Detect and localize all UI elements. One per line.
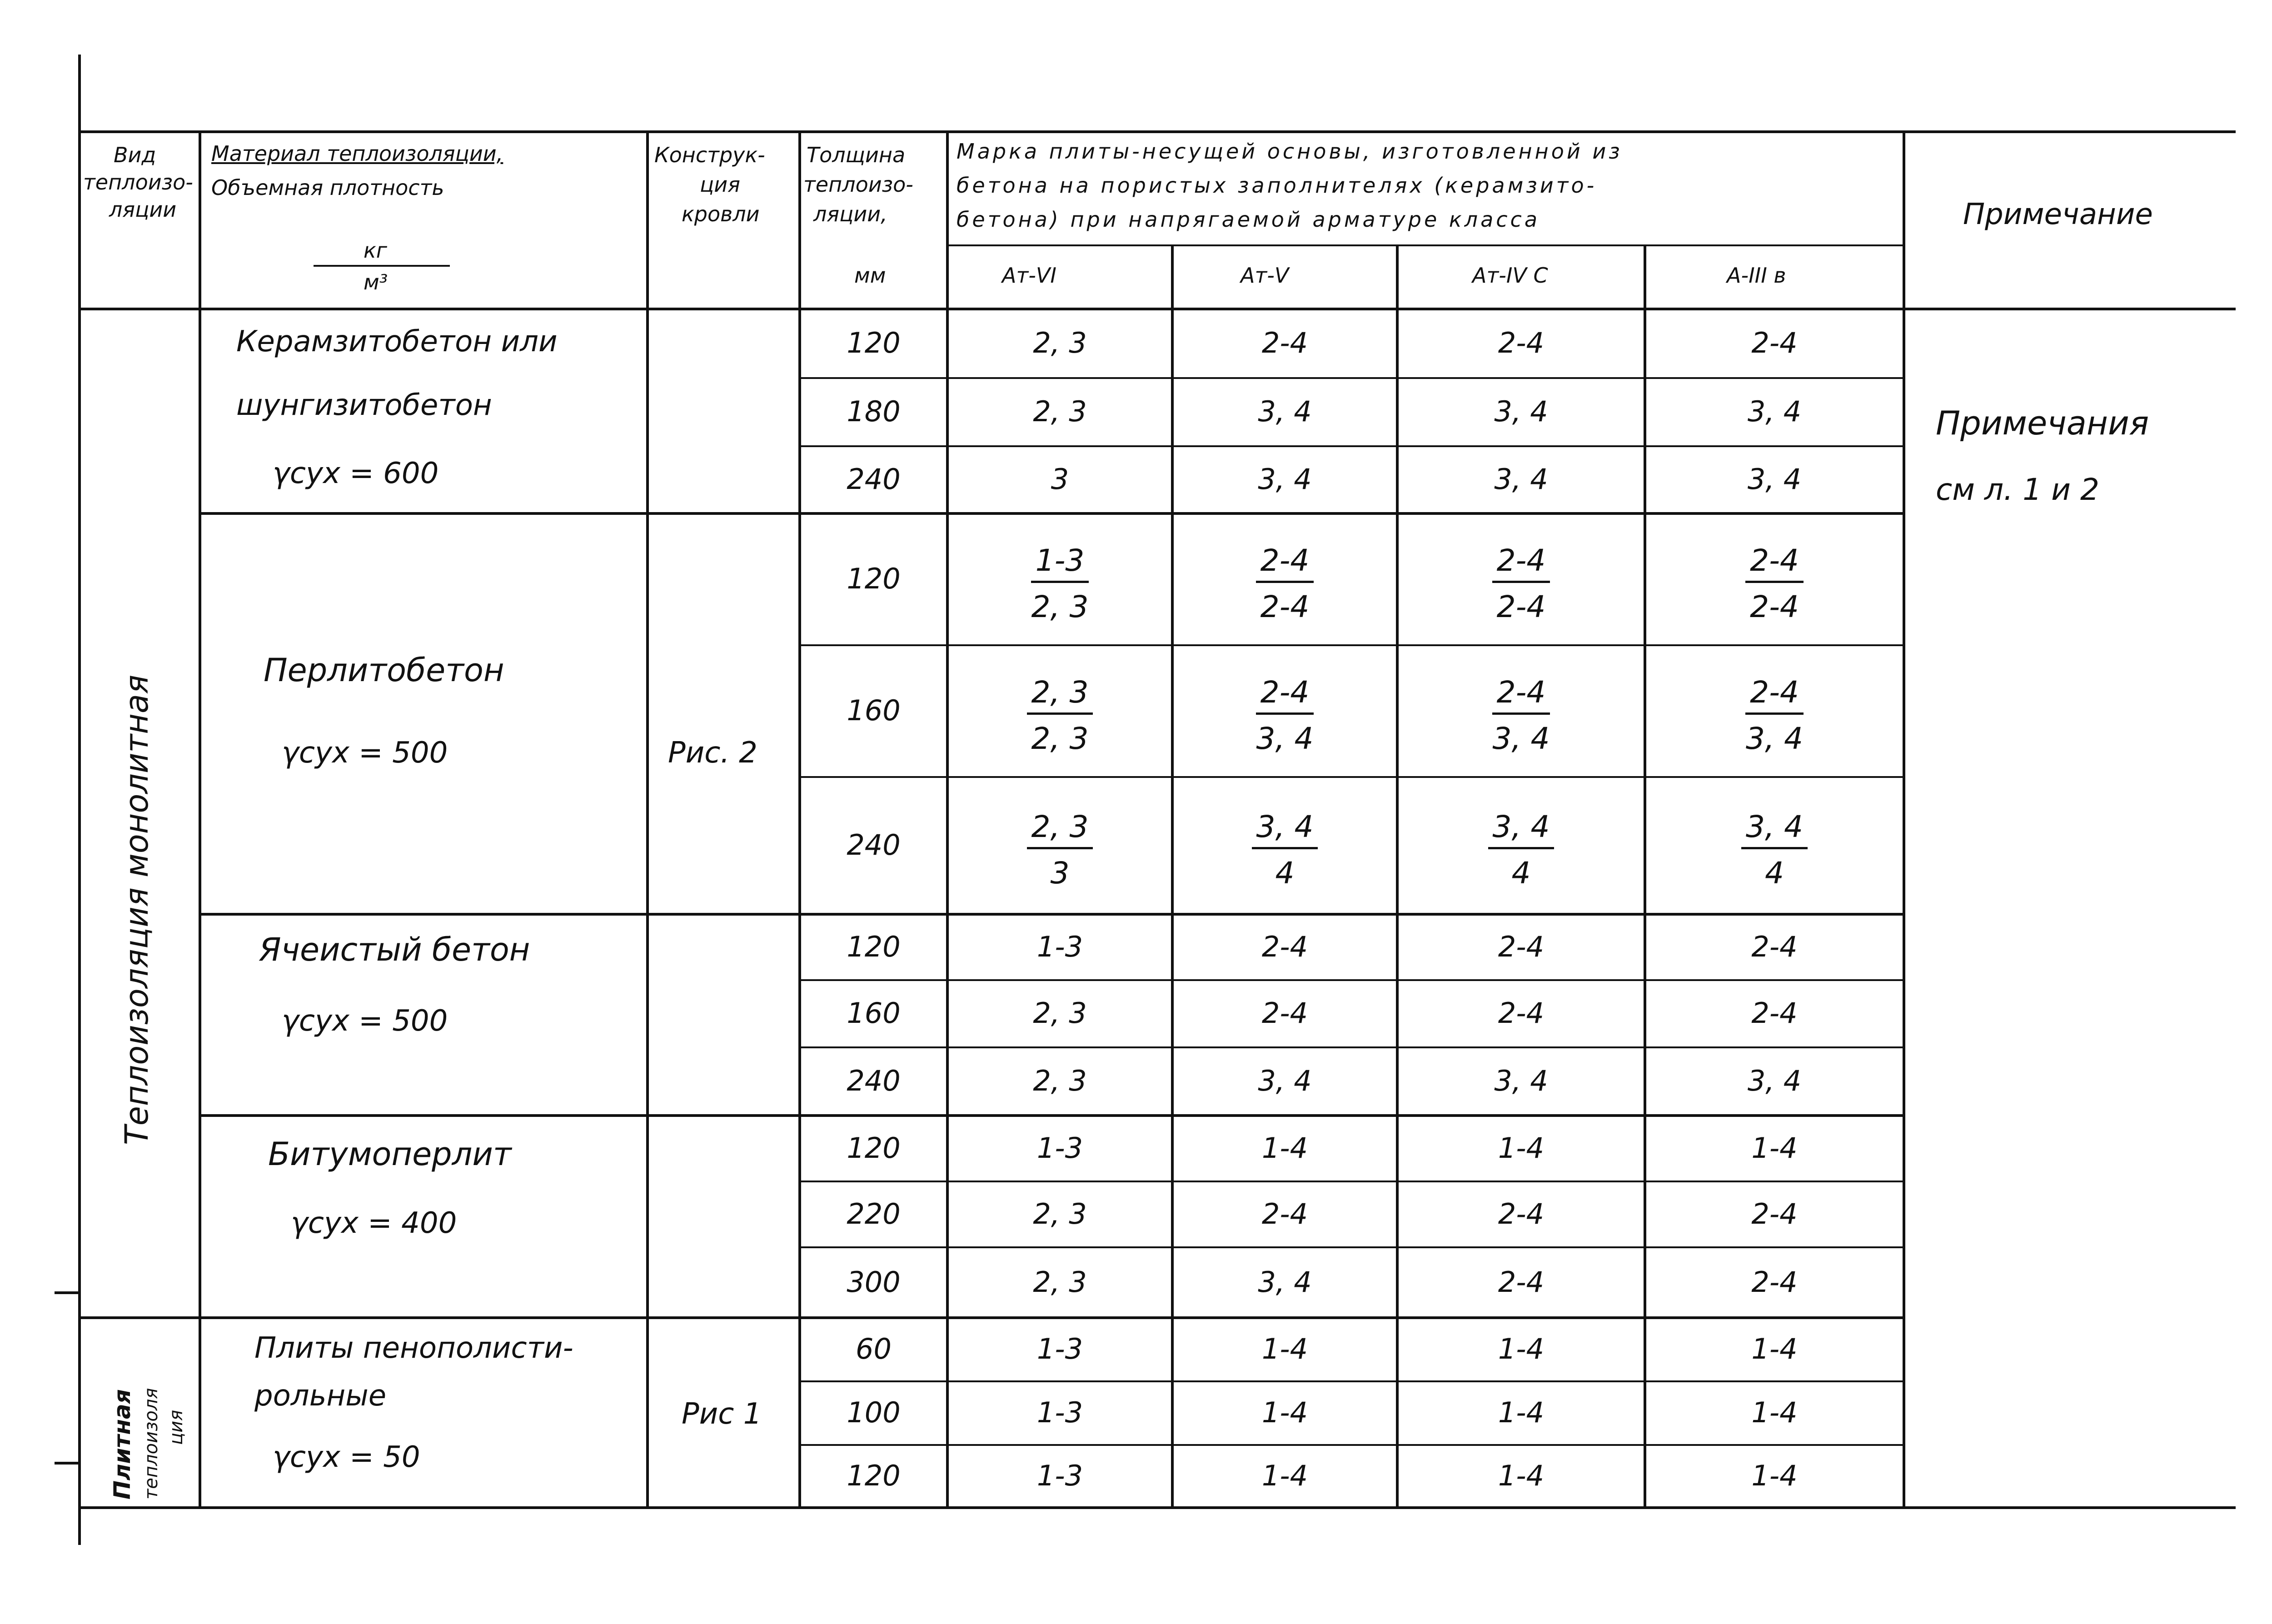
value-fraction-cell: [1720, 543, 1829, 624]
value-cell: 3, 4: [1747, 1064, 1802, 1097]
header-class-4: А-III в: [1727, 263, 1786, 288]
thickness-cell: 120: [847, 1131, 901, 1165]
value-fraction-cell: [1720, 675, 1829, 756]
note-text-line2: см л. 1 и 2: [1936, 472, 2100, 507]
value-cell: 3, 4: [1258, 395, 1312, 428]
thickness-cell: 240: [847, 1064, 901, 1097]
header-mark-line2: бетона на пористых заполнителях (керамзито-: [957, 173, 1597, 198]
fraction-denominator: 2-4: [1496, 589, 1546, 624]
material-1-line1: Керамзитобетон или: [236, 325, 558, 359]
value-cell: 1-3: [1036, 1131, 1083, 1165]
thickness-cell: 120: [847, 1459, 901, 1492]
thickness-cell: 120: [847, 930, 901, 963]
fraction-numerator: 3, 4: [1741, 809, 1808, 849]
value-cell: 3, 4: [1747, 395, 1802, 428]
value-cell: 2-4: [1498, 1265, 1545, 1299]
value-cell: 1-3: [1036, 1459, 1083, 1492]
fraction-numerator: 2, 3: [1027, 675, 1093, 715]
fraction-numerator: 3, 4: [1488, 809, 1555, 849]
material-5-density: γсух = 50: [273, 1440, 420, 1474]
material-3-density: γсух = 500: [282, 1004, 448, 1038]
fraction-denominator: 3: [1050, 856, 1070, 891]
fraction-numerator: 1-3: [1031, 543, 1089, 583]
material-2-density: γсух = 500: [282, 736, 448, 770]
header-material: Материал теплоизоляции,: [211, 141, 503, 166]
thickness-cell: 120: [847, 326, 901, 359]
fraction-numerator: 2-4: [1256, 543, 1314, 583]
fraction-denominator: 4: [1765, 856, 1784, 891]
value-cell: 1-4: [1498, 1131, 1545, 1165]
group-plate-label-line3: ция: [166, 1410, 187, 1445]
fraction-denominator: 3, 4: [1746, 721, 1803, 756]
header-thickness-unit: мм: [854, 263, 886, 288]
value-cell: 2, 3: [1033, 395, 1087, 428]
fraction-numerator: 2-4: [1492, 675, 1550, 715]
value-cell: 1-4: [1498, 1332, 1545, 1365]
header-construction-line2: ция: [700, 172, 740, 197]
thickness-cell: 160: [847, 694, 901, 727]
fraction-denominator: 2-4: [1750, 589, 1799, 624]
value-cell: 2-4: [1751, 996, 1798, 1030]
material-5-line1: Плиты пенополисти-: [254, 1331, 573, 1365]
material-1-line2: шунгизитобетон: [236, 389, 492, 422]
value-cell: 3, 4: [1258, 1064, 1312, 1097]
value-fraction-cell: [1720, 809, 1829, 891]
roof-fig2: Рис. 2: [668, 736, 757, 770]
value-fraction-cell: [1467, 675, 1576, 756]
thickness-cell: 180: [847, 395, 901, 428]
header-thickness-line2: теплоизо-: [803, 172, 913, 197]
material-3-line1: Ячеистый бетон: [259, 931, 530, 968]
header-mark-line3: бетона) при напрягаемой арматуре класса: [957, 207, 1540, 232]
thickness-cell: 220: [847, 1197, 901, 1230]
value-cell: 1-4: [1498, 1396, 1545, 1429]
value-cell: 2-4: [1498, 930, 1545, 963]
group-monolithic-label: Теплоизоляция монолитная: [118, 674, 155, 1145]
value-cell: 3: [1051, 463, 1069, 496]
group-plate-label-line1: Плитная: [109, 1389, 135, 1499]
value-cell: 2, 3: [1033, 996, 1087, 1030]
value-cell: 2, 3: [1033, 326, 1087, 359]
group-plate-label-line2: теплоизоля: [141, 1388, 162, 1499]
value-fraction-cell: [1231, 675, 1340, 756]
fraction-numerator: 2-4: [1492, 543, 1550, 583]
value-cell: 1-3: [1036, 1396, 1083, 1429]
fraction-numerator: 2-4: [1745, 543, 1804, 583]
thickness-cell: 160: [847, 996, 901, 1030]
value-cell: 3, 4: [1258, 463, 1312, 496]
header-thickness-line1: Толщина: [807, 143, 906, 167]
value-cell: 2, 3: [1033, 1064, 1087, 1097]
value-cell: 3, 4: [1494, 463, 1548, 496]
value-fraction-cell: [1231, 543, 1340, 624]
value-cell: 2-4: [1261, 1197, 1308, 1230]
value-cell: 2, 3: [1033, 1265, 1087, 1299]
value-cell: 2-4: [1498, 1197, 1545, 1230]
header-vid-line2: теплоизо-: [83, 170, 193, 194]
value-cell: 1-4: [1751, 1131, 1798, 1165]
value-cell: 3, 4: [1747, 463, 1802, 496]
material-5-line2: рольные: [254, 1379, 387, 1413]
value-cell: 1-4: [1751, 1332, 1798, 1365]
fraction-denominator: 2, 3: [1031, 589, 1089, 624]
value-cell: 1-4: [1498, 1459, 1545, 1492]
fraction-denominator: 4: [1511, 856, 1531, 891]
value-cell: 2-4: [1498, 326, 1545, 359]
header-class-1: Ат-VI: [1002, 263, 1056, 288]
thickness-cell: 240: [847, 463, 901, 496]
fraction-denominator: 3, 4: [1256, 721, 1314, 756]
header-class-2: Ат-V: [1241, 263, 1289, 288]
fraction-numerator: 2, 3: [1027, 809, 1093, 849]
header-note: Примечание: [1963, 198, 2153, 231]
header-class-3: Ат-IV С: [1472, 263, 1548, 288]
fraction-numerator: 2-4: [1256, 675, 1314, 715]
material-1-density: γсух = 600: [273, 457, 439, 490]
value-cell: 1-4: [1751, 1396, 1798, 1429]
value-cell: 1-4: [1261, 1131, 1308, 1165]
value-cell: 1-4: [1261, 1332, 1308, 1365]
header-density: Объемная плотность: [211, 175, 444, 200]
value-fraction-cell: [1006, 675, 1115, 756]
value-cell: 1-3: [1036, 930, 1083, 963]
thickness-cell: 100: [847, 1396, 901, 1429]
value-cell: 2-4: [1751, 1197, 1798, 1230]
value-cell: 3, 4: [1494, 1064, 1548, 1097]
value-cell: 1-4: [1751, 1459, 1798, 1492]
header-mark-line1: Марка плиты-несущей основы, изготовленной из: [957, 139, 1623, 164]
value-cell: 2-4: [1498, 996, 1545, 1030]
header-construction-line1: Конструк-: [654, 143, 765, 167]
material-4-line1: Битумоперлит: [268, 1136, 512, 1173]
header-unit-den: м³: [364, 270, 388, 294]
header-vid-line3: ляции: [109, 197, 177, 222]
thickness-cell: 120: [847, 562, 901, 595]
header-construction-line3: кровли: [682, 202, 760, 226]
thickness-cell: 240: [847, 828, 901, 862]
note-text-line1: Примечания: [1936, 404, 2149, 442]
material-4-density: γсух = 400: [291, 1206, 457, 1240]
value-cell: 3, 4: [1258, 1265, 1312, 1299]
fraction-numerator: 2-4: [1745, 675, 1804, 715]
fraction-denominator: 2, 3: [1031, 721, 1089, 756]
value-cell: 2-4: [1261, 326, 1308, 359]
material-2-line1: Перлитобетон: [264, 652, 504, 689]
header-thickness-line3: ляции,: [813, 202, 887, 226]
fraction-denominator: 2-4: [1260, 589, 1310, 624]
value-fraction-cell: [1467, 543, 1576, 624]
value-cell: 3, 4: [1494, 395, 1548, 428]
fraction-denominator: 4: [1275, 856, 1295, 891]
value-fraction-cell: [1006, 809, 1115, 891]
value-cell: 2-4: [1751, 930, 1798, 963]
fraction-numerator: 3, 4: [1252, 809, 1318, 849]
value-cell: 2-4: [1751, 1265, 1798, 1299]
value-cell: 2-4: [1751, 326, 1798, 359]
value-cell: 2, 3: [1033, 1197, 1087, 1230]
value-fraction-cell: [1231, 809, 1340, 891]
value-cell: 1-4: [1261, 1459, 1308, 1492]
roof-fig1: Рис 1: [682, 1397, 762, 1431]
header-unit-num: кг: [364, 238, 387, 263]
value-cell: 2-4: [1261, 930, 1308, 963]
value-cell: 2-4: [1261, 996, 1308, 1030]
fraction-denominator: 3, 4: [1492, 721, 1550, 756]
value-fraction-cell: [1467, 809, 1576, 891]
value-fraction-cell: [1006, 543, 1115, 624]
thickness-cell: 300: [847, 1265, 901, 1299]
header-vid-line1: Вид: [114, 143, 156, 167]
value-cell: 1-3: [1036, 1332, 1083, 1365]
value-cell: 1-4: [1261, 1396, 1308, 1429]
thickness-cell: 60: [856, 1332, 892, 1365]
